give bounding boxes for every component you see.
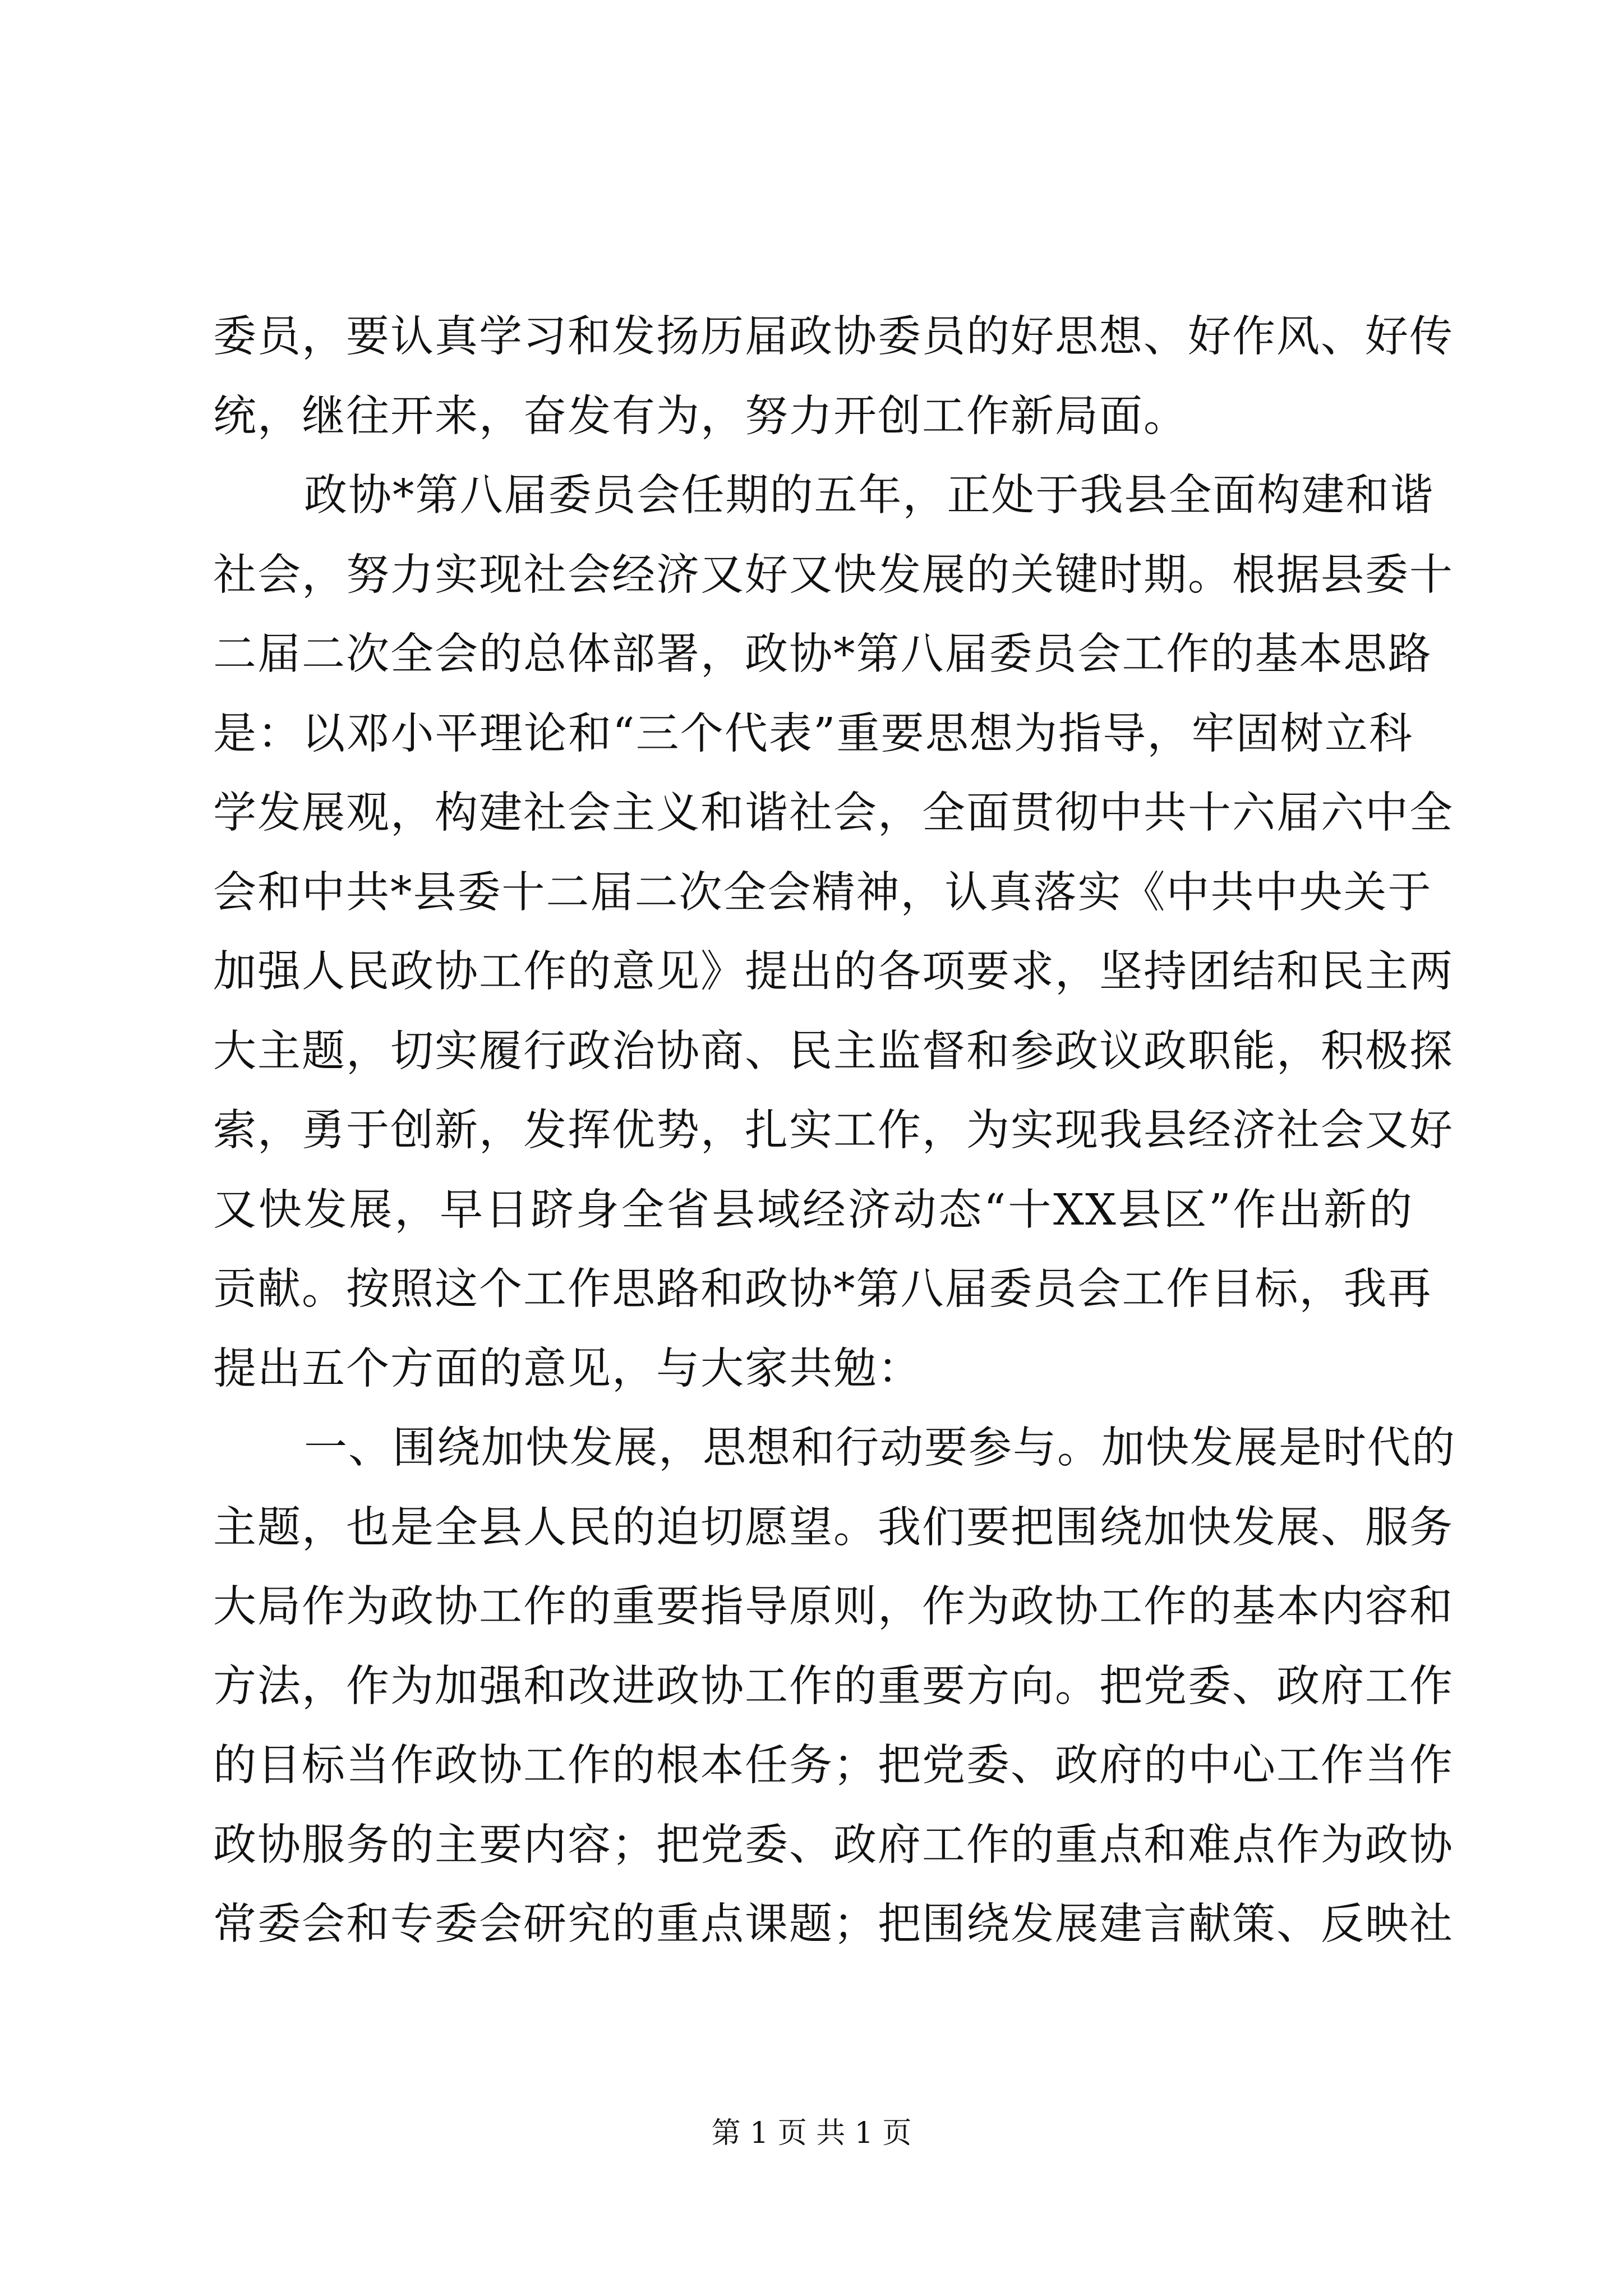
text-line: 方法，作为加强和改进政协工作的重要方向。把党委、政府工作	[213, 1661, 1454, 1711]
text-line: 一、围绕加快发展，思想和行动要参与。加快发展是时代的	[304, 1423, 1456, 1473]
text-line: 政协*第八届委员会任期的五年，正处于我县全面构建和谐	[304, 471, 1435, 521]
text-line: 统，继往开来，奋发有为，努力开创工作新局面。	[213, 391, 1188, 441]
text-line: 贡献。按照这个工作思路和政协*第八届委员会工作目标，我再	[213, 1264, 1432, 1314]
paragraph	[213, 1409, 1456, 1964]
text-line: 索，勇于创新，发挥优势，扎实工作，为实现我县经济社会又好	[213, 1106, 1454, 1156]
text-line: 委员，要认真学习和发扬历届政协委员的好思想、好作风、好传	[213, 312, 1454, 362]
text-line: 社会，努力实现社会经济又好又快发展的关键时期。根据县委十	[213, 550, 1454, 600]
text-line: 加强人民政协工作的意见》提出的各项要求，坚持团结和民主两	[213, 947, 1454, 997]
document-body	[213, 297, 1456, 1964]
text-line: 会和中共*县委十二届二次全会精神，认真落实《中共中央关于	[213, 867, 1432, 918]
text-line: 提出五个方面的意见，与大家共勉：	[213, 1343, 922, 1394]
text-line: 大局作为政协工作的重要指导原则，作为政协工作的基本内容和	[213, 1582, 1454, 1632]
text-line: 常委会和专委会研究的重点课题；把围绕发展建言献策、反映社	[213, 1899, 1454, 1949]
paragraph	[213, 456, 1454, 1409]
text-line: 主题，也是全县人民的迫切愿望。我们要把围绕加快发展、服务	[213, 1502, 1454, 1553]
paragraph	[213, 297, 1454, 456]
page-footer: 第 1 页 共 1 页	[711, 2116, 912, 2150]
text-line: 二届二次全会的总体部署，政协*第八届委员会工作的基本思路	[213, 629, 1432, 679]
text-line: 的目标当作政协工作的根本任务；把党委、政府的中心工作当作	[213, 1741, 1454, 1791]
text-line: 又快发展，早日跻身全省县域经济动态“十XX县区”作出新的	[213, 1185, 1413, 1235]
text-line: 大主题，切实履行政治协商、民主监督和参政议政职能，积极探	[213, 1026, 1454, 1076]
text-line: 是：以邓小平理论和“三个代表”重要思想为指导，牢固树立科	[213, 708, 1413, 759]
text-line: 学发展观，构建社会主义和谐社会，全面贯彻中共十六届六中全	[213, 788, 1454, 838]
text-line: 政协服务的主要内容；把党委、政府工作的重点和难点作为政协	[213, 1820, 1454, 1870]
